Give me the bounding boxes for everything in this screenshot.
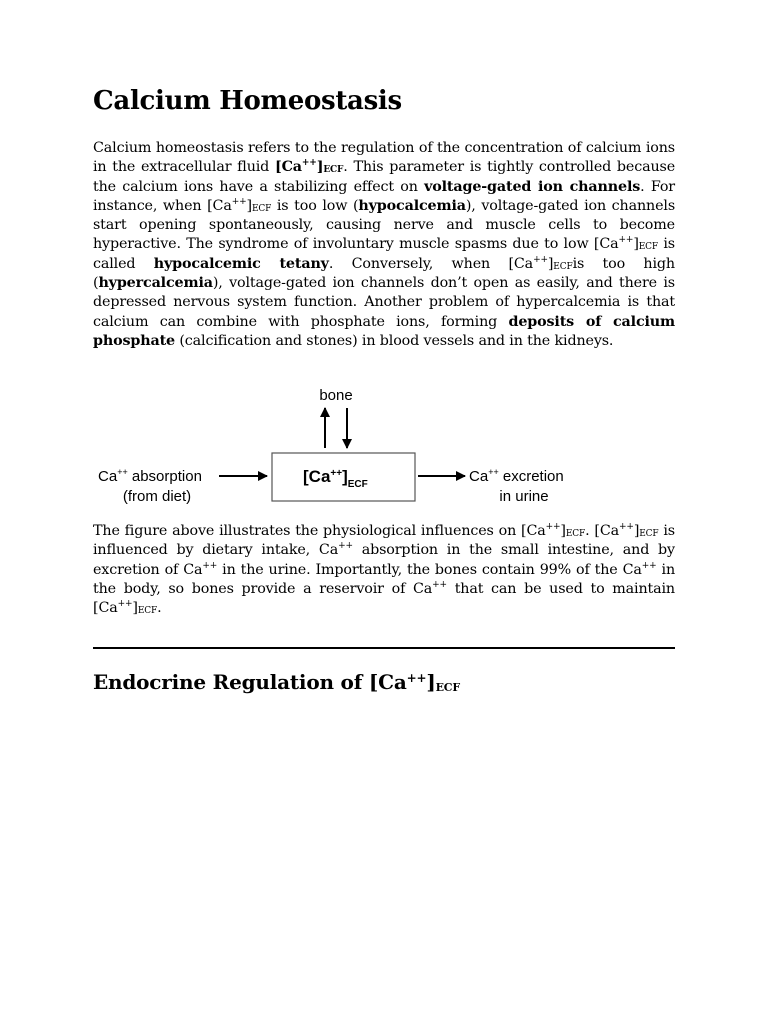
hypercalcemia-term: hypercalcemia (98, 275, 213, 292)
section-heading: Endocrine Regulation of $[Ca^{++}]_{ECF}$ (93, 670, 460, 694)
hypocalcemia-term: hypocalcemia (358, 197, 466, 214)
bone-label: bone (319, 387, 353, 404)
section-divider (93, 647, 675, 649)
excretion-label: Ca++ excretion (469, 467, 564, 485)
calcium-influences-diagram (93, 384, 675, 514)
intro-paragraph: Calcium homeostasis refers to the regulation of the concentration of calcium ions in the extracellular fluid $[Ca^{++}]_{ECF}$. This parameter is tightly controlled because the calcium ions have a stabilizing effect on voltage-gated ion channels. For instance, when $[Ca^{++}]_{ECF}$ is too low (hypocalcemia), voltage-gated ion channels start opening spontaneously, causing nerve and muscle cells to become hyperactive. The syndrome of involuntary muscle spasms due to low $[Ca^{++}]_{ECF}$ is called hypocalcemic tetany. Conversely, when $[Ca^{++}]_{ECF}is$ too high (hypercalcemia), voltage-gated ion channels don’t open as easily, and there is depressed nervous system function. Another problem of hypercalcemia is that calcium can combine with phosphate ions, forming deposits of calcium phosphate (calcification and stones) in blood vessels and in the kidneys. (93, 140, 676, 349)
ca-ecf-term: $[Ca^{++}]_{ECF}$ (274, 158, 344, 176)
hypocalcemic-tetany-term: hypocalcemic tetany (153, 255, 329, 272)
ca-ecf-box-label: $[Ca^{++}]_{ECF}$ (303, 467, 368, 490)
absorption-label: Ca++ absorption (98, 467, 202, 485)
from-diet-label: (from diet) (122, 488, 192, 505)
voltage-gated-channels-term: voltage-gated ion channels (424, 178, 641, 195)
in-urine-label: in urine (499, 488, 549, 505)
calcium-phosphate-term: deposits of calcium phosphate (93, 313, 676, 349)
figure-description-paragraph: The figure above illustrates the physiological influences on $[Ca^{++}]_{ECF}$. $[Ca^{++}]_{ECF}$ is influenced by dietary intake, Ca++ absorption in the small intestine, and by excretion of Ca++ in the urine. Importantly, the bones contain 99% of the Ca++ in the body, so bones provide a reservoir of Ca++ that can be used to maintain $[Ca^{++}]_{ECF}$. (93, 522, 676, 617)
page-title: Calcium Homeostasis (93, 86, 402, 116)
